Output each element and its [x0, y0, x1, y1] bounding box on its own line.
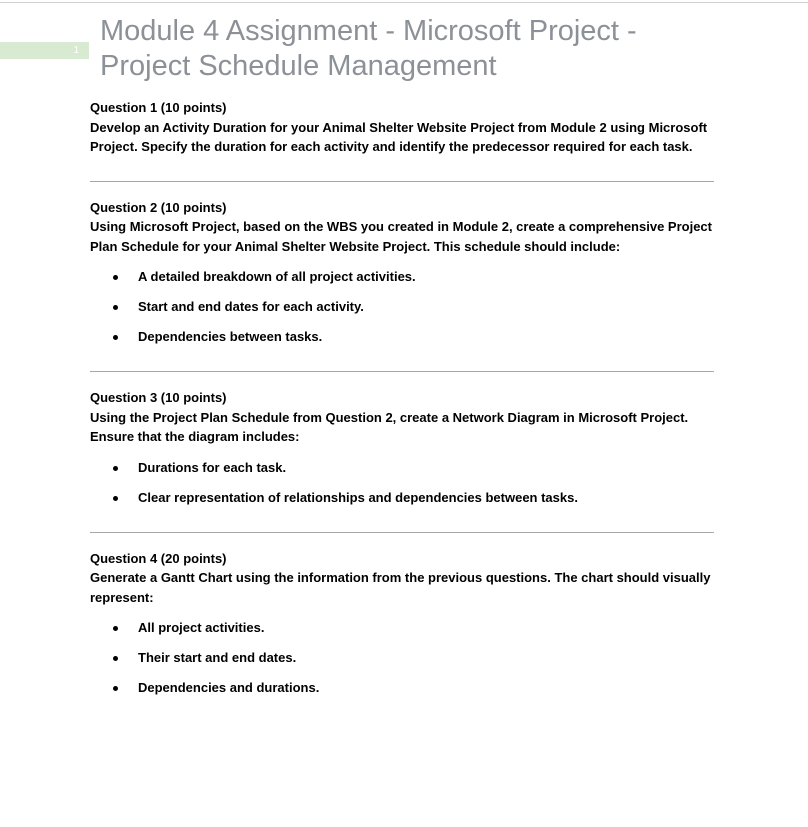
- question-2: [90, 198, 714, 348]
- list-item-text: Clear representation of relationships and dependencies between tasks.: [138, 489, 578, 505]
- question-4-heading: Question 4 (20 points): [90, 550, 227, 566]
- page-top-border: [0, 2, 808, 3]
- list-item-text: Dependencies and durations.: [138, 680, 320, 695]
- list-item: [90, 488, 714, 508]
- list-item: [90, 327, 714, 347]
- question-2-body: Using Microsoft Project, based on the WBS you created in Module 2, create a comprehensive Project Plan Schedule for your Animal Shelter Website Project. This schedule should include:: [90, 219, 712, 254]
- document-body: [90, 98, 714, 698]
- bullet-icon: [113, 305, 118, 310]
- list-item-text: Durations for each task.: [138, 459, 287, 475]
- list-item: [90, 678, 714, 698]
- list-item-text: Dependencies between tasks.: [138, 329, 323, 344]
- list-item-text: All project activities.: [138, 620, 265, 635]
- line-number: 1: [73, 45, 79, 56]
- bullet-icon: [113, 466, 118, 471]
- question-2-bullet-list: [90, 267, 714, 347]
- list-item-text: Start and end dates for each activity.: [138, 299, 364, 314]
- bullet-icon: [113, 335, 118, 340]
- bullet-icon: [113, 686, 118, 691]
- bullet-icon: [113, 656, 118, 661]
- question-4-body: Generate a Gantt Chart using the information from the previous questions. The chart should visually represent:: [90, 570, 711, 605]
- section-divider: [90, 532, 714, 533]
- document-title: Module 4 Assignment - Microsoft Project - Project Schedule Management: [100, 15, 637, 82]
- list-item: [90, 267, 714, 287]
- list-item: [90, 458, 714, 478]
- bullet-icon: [113, 275, 118, 280]
- question-3: [90, 388, 714, 508]
- question-2-heading: Question 2 (10 points): [90, 199, 227, 215]
- section-divider: [90, 181, 714, 182]
- question-3-bullet-list: [90, 458, 714, 508]
- list-item: [90, 297, 714, 317]
- section-divider: [90, 371, 714, 372]
- question-4-bullet-list: [90, 618, 714, 698]
- list-item: [90, 618, 714, 638]
- list-item-text: A detailed breakdown of all project activities.: [138, 269, 416, 284]
- question-3-body: Using the Project Plan Schedule from Question 2, create a Network Diagram in Microsoft Project. Ensure that the diagram includes:: [90, 409, 689, 444]
- question-1-heading: Question 1 (10 points): [90, 100, 227, 115]
- bullet-icon: [113, 496, 118, 501]
- question-3-heading: Question 3 (10 points): [90, 390, 227, 405]
- list-item: [90, 648, 714, 668]
- list-item-text: Their start and end dates.: [138, 650, 297, 665]
- question-1-body: Develop an Activity Duration for your Animal Shelter Website Project from Module 2 using Microsoft Project. Specify the duration for each activity and identify the predecessor required for each task.: [90, 119, 708, 154]
- question-1: [90, 98, 714, 157]
- question-4: [90, 549, 714, 699]
- line-number-gutter: [0, 42, 89, 59]
- bullet-icon: [113, 626, 118, 631]
